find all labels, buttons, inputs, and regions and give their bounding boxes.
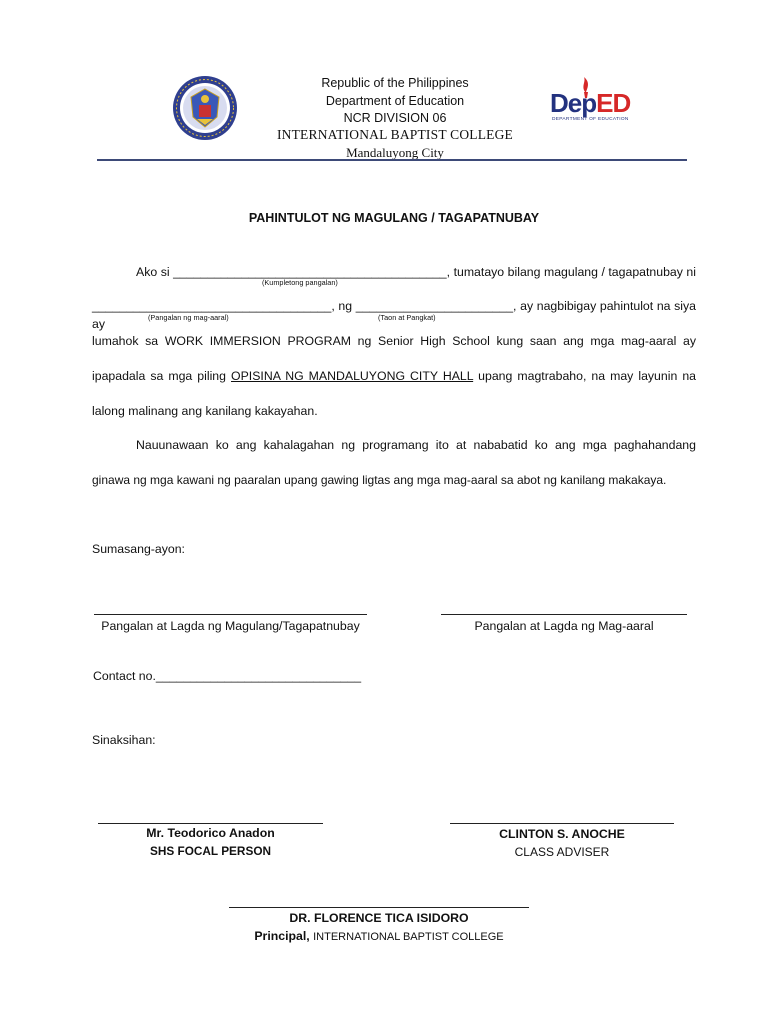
principal-name: DR. FLORENCE TICA ISIDORO: [289, 911, 469, 925]
body-line-1: [92, 263, 696, 281]
header-city: Mandaluyong City: [346, 145, 444, 160]
year-section-blank: _______________________,: [355, 299, 517, 313]
body-line-3: lumahok sa WORK IMMERSION PROGRAM ng Senior High School kung saan ang mga mag-aaral ay: [92, 334, 696, 348]
hint-student: (Pangalan ng mag-aaral): [148, 313, 229, 322]
placement-office: OPISINA NG MANDALUYONG CITY HALL: [231, 369, 474, 383]
ako-si-text: Ako si: [136, 265, 170, 279]
body-line-4: [92, 367, 696, 385]
selected-text: ipapadala sa mga piling: [92, 369, 226, 383]
guardian-text: tumatayo bilang magulang / tagapatnubay ni: [453, 265, 696, 279]
student-name-blank: ___________________________________,: [92, 299, 335, 313]
deped-logo: DepED DEPARTMENT OF EDUCATION: [548, 76, 644, 128]
header-republic: Republic of the Philippines: [321, 76, 469, 90]
witness1-name: Mr. Teodorico Anadon: [146, 826, 275, 840]
header-rule: [97, 159, 687, 161]
contact-label: Contact no.: [93, 669, 156, 683]
parent-signature-line: [94, 614, 367, 615]
header-division: NCR DIVISION 06: [343, 111, 447, 125]
purpose-text: upang magtrabaho, na may layunin na: [478, 369, 696, 383]
principal-role-prefix: Principal,: [254, 929, 310, 943]
witness2-name: CLINTON S. ANOCHE: [499, 827, 625, 841]
body-line-7: ginawa ng mga kawani ng paaralan upang gawing ligtas ang mga mag-aaral sa abot ng kanilang makakaya.: [92, 473, 667, 487]
student-signature-label: Pangalan at Lagda ng Mag-aaral: [474, 619, 654, 633]
document-title: PAHINTULOT NG MAGULANG / TAGAPATNUBAY: [248, 211, 540, 225]
contact-blank: ______________________________: [155, 669, 362, 683]
header-school: INTERNATIONAL BAPTIST COLLEGE: [276, 127, 514, 142]
body-line-5: lalong malinang ang kanilang kakayahan.: [92, 404, 318, 418]
deped-seal: [172, 75, 238, 141]
principal-role-school: INTERNATIONAL BAPTIST COLLEGE: [313, 931, 504, 943]
student-signature-line: [441, 614, 687, 615]
witness1-role: SHS FOCAL PERSON: [149, 844, 272, 858]
fullname-blank: ________________________________________,: [173, 265, 451, 279]
ng-text: ng: [338, 299, 353, 313]
header-department: Department of Education: [325, 94, 465, 108]
principal-role: [180, 929, 578, 943]
hint-fullname: (Kumpletong pangalan): [262, 278, 338, 287]
hint-year: (Taon at Pangkat): [378, 313, 436, 322]
body-line-6: Nauunawaan ko ang kahalagahan ng programang ito at nababatid ko ang mga paghahandang: [136, 438, 696, 452]
witness-label: Sinaksihan:: [92, 733, 156, 747]
witness2-role: CLASS ADVISER: [514, 845, 610, 859]
contact-field: [93, 669, 361, 683]
consent-text: ay nagbibigay pahintulot na siya ay: [92, 299, 696, 331]
principal-signature-line: [229, 907, 529, 908]
witness2-signature-line: [450, 823, 674, 824]
parent-signature-label: Pangalan at Lagda ng Magulang/Tagapatnubay: [101, 619, 360, 633]
logo-subtext: DEPARTMENT OF EDUCATION: [552, 117, 629, 122]
witness1-signature-line: [98, 823, 323, 824]
agree-label: Sumasang-ayon:: [92, 542, 185, 556]
